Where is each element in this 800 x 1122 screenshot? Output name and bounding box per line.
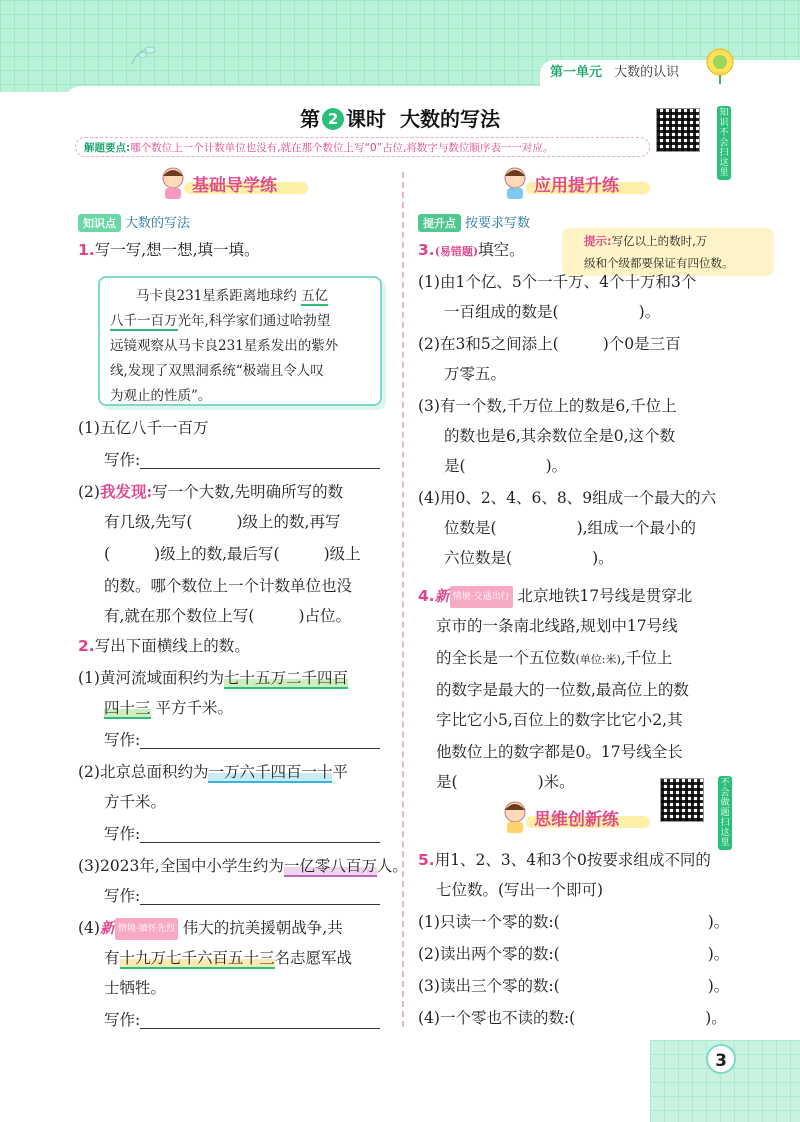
q3-4-tail: )。 <box>592 549 614 567</box>
q4-number: 4. <box>418 587 435 605</box>
q3-2-tail: )个0是三百 <box>602 335 681 353</box>
section-banner-basic <box>158 172 308 200</box>
story-line-1a: 马卡良231星系距离地球约 <box>136 288 302 304</box>
section-banner-apply <box>500 172 650 200</box>
q2-part1-line1 <box>78 668 348 688</box>
q1-2-line5a: 有,就在那个数位上写( <box>104 607 255 625</box>
q2-text: 写出下面横线上的数。 <box>94 637 250 655</box>
q2-3-tail: 人。 <box>376 857 408 875</box>
lesson-prefix: 第 <box>300 107 321 131</box>
q3-part1-line2 <box>444 302 660 322</box>
q5-part3 <box>418 976 729 996</box>
q3-4-mid: ),组成一个最小的 <box>576 519 697 537</box>
q3-4-text2: 六位数是( <box>444 549 513 567</box>
story-line-5: 为观止的性质”。 <box>110 388 212 404</box>
q2-2-tail: 平 <box>332 763 348 781</box>
qr-code-top[interactable] <box>656 108 700 152</box>
q3-text: 填空。 <box>478 241 525 259</box>
q2-4-line2a: 有 <box>104 949 120 967</box>
hint-line-1: 写亿以上的数时,万 <box>611 234 708 248</box>
q3-part4-line1: (4)用0、2、4、6、8、9组成一个最大的六 <box>418 489 717 507</box>
answer-line[interactable] <box>140 748 380 749</box>
q3-part2-line2: 万零五。 <box>444 365 507 383</box>
page-number: 3 <box>706 1044 736 1074</box>
banner-thinking-label: 思维创新练 <box>534 810 619 830</box>
q2-1-highlight-2: 四十三 <box>104 699 151 717</box>
answer-line[interactable] <box>140 904 380 905</box>
lesson-number-badge: 2 <box>322 108 344 130</box>
improve-tag <box>418 212 530 232</box>
context-badge: 情境·缅怀先烈 <box>115 918 178 940</box>
write-label: 写作: <box>104 731 141 749</box>
hint-label: 提示: <box>584 234 612 248</box>
q2-4-line2b: 名志愿军战 <box>274 949 353 967</box>
q2-1-text: (1)黄河流域面积约为 <box>78 669 224 687</box>
q5-3-tail: )。 <box>707 977 730 995</box>
q1-2-text: 写一个大数,先明确所写的数 <box>152 483 344 501</box>
q3-part2-line1 <box>418 334 681 354</box>
q1-2-line2b: )级上的数,再写 <box>236 513 341 531</box>
write-label: 写作: <box>104 451 141 469</box>
q4-line5: 字比它小5,百位上的数字比它小2,其 <box>436 711 683 729</box>
q5-part4 <box>418 1008 727 1028</box>
q1-2-discover: 我发现: <box>99 482 153 501</box>
q1-2-line5b: )占位。 <box>298 607 352 625</box>
qr-top-label: 知识不会扫这里 <box>717 106 731 180</box>
q3-1-text: 一百组成的数是( <box>444 303 559 321</box>
q5-4-tail: )。 <box>705 1009 727 1027</box>
banner-apply-label: 应用提升练 <box>534 176 619 196</box>
improve-tag-name: 按要求写数 <box>465 216 531 231</box>
qr-code-bottom[interactable] <box>660 778 704 822</box>
new-badge: 新 <box>434 587 450 605</box>
q3-part4-line3 <box>444 548 614 568</box>
q2-3-highlight: 一亿零八百万 <box>283 857 377 875</box>
q1-2-line3b: )级上的数,最后写( <box>154 545 280 563</box>
unit-title: 大数的认识 <box>614 65 680 80</box>
lesson-suffix: 课时 <box>346 107 387 131</box>
q1-part2-line3 <box>104 544 361 564</box>
q2-4-text: 伟大的抗美援朝战争,共 <box>182 919 343 937</box>
q2-4-highlight: 十九万七千六百五十三 <box>119 949 275 967</box>
q1-text: 写一写,想一想,填一填。 <box>94 241 260 259</box>
q2-part4-line1 <box>78 918 343 940</box>
write-label: 写作: <box>104 1011 141 1029</box>
q5-2-text: (2)读出两个零的数:( <box>418 945 560 963</box>
q1-part1-answer-row <box>104 450 380 470</box>
q1-2-line2a: 有几级,先写( <box>104 513 193 531</box>
q2-2-highlight: 一万六千四百一十 <box>208 763 333 781</box>
q1-part2-line2 <box>104 512 340 532</box>
q3-1-tail: )。 <box>638 303 661 321</box>
q3-tag: (易错题) <box>434 245 479 258</box>
q1-2-line3c: )级上 <box>323 545 361 563</box>
story-line-4: 线,发现了双黑洞系统“极端且令人叹 <box>110 363 324 379</box>
q2-part2-line1 <box>78 762 348 782</box>
q2-4-prefix: (4) <box>78 919 100 937</box>
q3-2-text: (2)在3和5之间添上( <box>418 335 559 353</box>
write-label: 写作: <box>104 825 141 843</box>
q3-3-text: 是( <box>444 457 466 475</box>
knowledge-tag-name: 大数的写法 <box>125 216 191 231</box>
q2-part2-answer-row <box>104 824 380 844</box>
q5-4-text: (4)一个零也不读的数:( <box>418 1009 576 1027</box>
q4-line6: 他数位上的数字都是0。17号线全长 <box>436 743 683 761</box>
write-label: 写作: <box>104 887 141 905</box>
unit-tab <box>540 60 800 86</box>
improve-tag-pill: 提升点 <box>418 214 461 232</box>
flower-icon <box>128 44 158 66</box>
q3-part4-line2 <box>444 518 696 538</box>
new-badge: 新 <box>99 919 115 937</box>
q3-3-tail: )。 <box>545 457 568 475</box>
q2-1-highlight: 七十五万二千四百 <box>223 669 348 687</box>
q5-1-text: (1)只读一个零的数:( <box>418 913 560 931</box>
q5-number: 5. <box>418 851 435 869</box>
q2-2-text: (2)北京总面积约为 <box>78 763 209 781</box>
q4-line3a: 的全长是一个五位数 <box>436 649 576 667</box>
q5-part1 <box>418 912 729 932</box>
q2-1-unit: 平方千米。 <box>150 699 233 717</box>
column-divider <box>402 172 404 1027</box>
q4-line-1: 北京地铁17号线是贯穿北 <box>517 587 693 605</box>
story-line-3: 远镜观察从马卡良231星系发出的紫外 <box>110 338 339 354</box>
q1-2-prefix: (2) <box>78 483 100 501</box>
q3-part1-line1: (1)由1个亿、5个一千万、4个十万和3个 <box>418 273 697 291</box>
q2-part3-line1 <box>78 856 408 876</box>
q5-line2: 七位数。(写出一个即可) <box>436 881 604 899</box>
story-line-2b: 光年,科学家们通过哈勃望 <box>177 313 331 329</box>
answer-line[interactable] <box>140 1028 380 1029</box>
question-4-line1 <box>418 586 692 608</box>
q2-part3-answer-row <box>104 886 380 906</box>
q2-3-text: (3)2023年,全国中小学生约为 <box>78 857 284 875</box>
q5-2-tail: )。 <box>707 945 730 963</box>
question-1 <box>78 240 260 260</box>
knowledge-tag-pill: 知识点 <box>78 214 121 232</box>
hint-line-2: 级和个级都要保证有四位数。 <box>584 256 734 270</box>
story-underlined-1: 五亿 <box>301 288 329 304</box>
q4-unit: (单位:米) <box>575 653 621 666</box>
q5-part2 <box>418 944 729 964</box>
q3-part3-line3 <box>444 456 567 476</box>
q4-line7b: )米。 <box>537 773 575 791</box>
unit-label: 第一单元 <box>550 65 603 80</box>
tips-text: 哪个数位上一个计数单位也没有,就在那个数位上写“0”占位,将数字与数位顺序表一一对应。 <box>130 142 554 154</box>
q5-line-1: 用1、2、3、4和3个0按要求组成不同的 <box>434 851 711 869</box>
tips-label: 解题要点: <box>84 142 131 154</box>
answer-line[interactable] <box>140 468 380 469</box>
qr-bottom-label: 不会做题扫这里 <box>718 776 732 850</box>
q1-part2-line4: 的数。哪个数位上一个计数单位也没 <box>104 577 353 595</box>
q4-line4: 的数字是最大的一位数,最高位上的数 <box>436 681 689 699</box>
story-box <box>98 276 382 406</box>
tips-bar <box>75 137 650 157</box>
answer-line[interactable] <box>140 842 380 843</box>
q5-1-tail: )。 <box>707 913 730 931</box>
q1-part2-line5 <box>104 606 351 626</box>
q1-part1: (1)五亿八千一百万 <box>78 419 209 437</box>
banner-basic-label: 基础导学练 <box>192 176 277 196</box>
question-2 <box>78 636 250 656</box>
q2-part1-line2 <box>104 698 233 718</box>
context-badge: 情境·交通出行 <box>450 586 513 608</box>
lesson-title: 大数的写法 <box>399 107 500 131</box>
q2-part4-line2 <box>104 948 352 968</box>
q4-line3c: ,千位上 <box>620 649 673 667</box>
q3-number: 3. <box>418 241 435 259</box>
q4-line7a: 是( <box>436 773 458 791</box>
q2-part4-answer-row <box>104 1010 380 1030</box>
sunflower-icon <box>700 44 740 84</box>
q1-number: 1. <box>78 241 95 259</box>
q1-part2-line1 <box>78 482 343 502</box>
q4-line3 <box>436 648 672 670</box>
q4-line2: 京市的一条南北线路,规划中17号线 <box>436 617 678 635</box>
question-3 <box>418 240 525 262</box>
q2-part2-line2: 方千米。 <box>104 793 167 811</box>
q3-part3-line2: 的数也是6,其余数位全是0,这个数 <box>444 427 676 445</box>
q2-part4-line3: 士牺牲。 <box>104 979 167 997</box>
q1-2-line3a: ( <box>104 545 111 563</box>
story-underlined-2: 八千一百万 <box>110 313 178 329</box>
question-5-line1 <box>418 850 711 870</box>
q2-number: 2. <box>78 637 95 655</box>
q3-4-text: 位数是( <box>444 519 497 537</box>
q2-part1-answer-row <box>104 730 380 750</box>
section-banner-thinking <box>500 806 650 834</box>
knowledge-tag <box>78 212 190 232</box>
q3-part3-line1: (3)有一个数,千万位上的数是6,千位上 <box>418 397 677 415</box>
q5-3-text: (3)读出三个零的数:( <box>418 977 560 995</box>
q4-line7 <box>436 772 575 792</box>
hint-box <box>562 228 774 276</box>
